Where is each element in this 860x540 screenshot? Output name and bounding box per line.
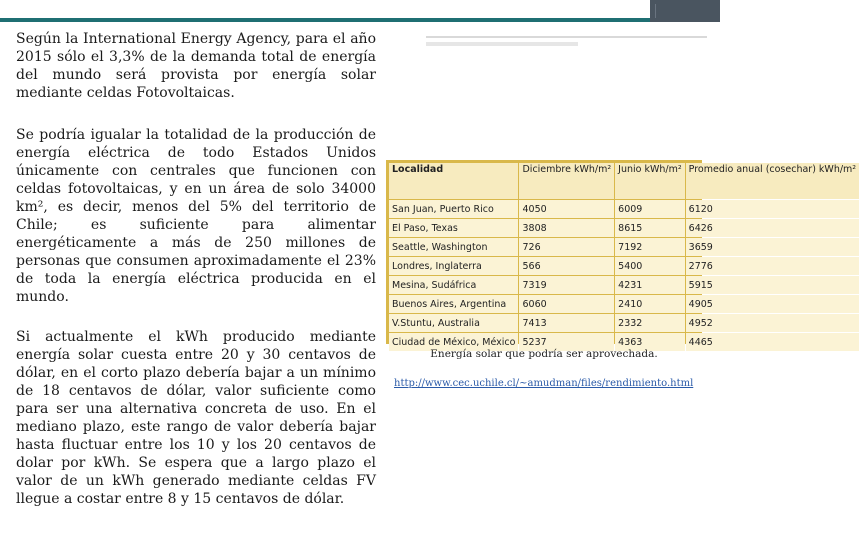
decorative-line [426, 42, 578, 46]
top-dark-divider [655, 4, 656, 18]
table-cell: El Paso, Texas [389, 219, 518, 237]
paragraph-kwh-cost: Si actualmente el kWh producido mediante energía solar cuesta entre 20 y 30 centavos de dólar, en el corto plazo debería bajar a un mínimo de 18 centavos de dólar, valor suficiente como para ser una alternativa concreta de uso. En el mediano plazo, este rango de valor debería bajar hasta fluctuar entre los 10 y los 20 centavos de dolar por kWh. Se espera que a largo plazo el valor de un kWh generado mediante celdas FV llegue a costar entre 8 y 15 centavos de dólar. [16, 329, 376, 507]
table-row [389, 200, 859, 218]
table-row [389, 295, 859, 313]
table-cell: 4050 [519, 200, 614, 218]
top-accent-band [0, 18, 650, 22]
table-cell: 5915 [686, 276, 859, 294]
table-cell: 7192 [615, 238, 685, 256]
body-text-column [16, 30, 376, 522]
table-row [389, 257, 859, 275]
table-cell: 7413 [519, 314, 614, 332]
table-cell: 6426 [686, 219, 859, 237]
table-cell: 6009 [615, 200, 685, 218]
table-cell: 4465 [686, 333, 859, 351]
table-cell: 8615 [615, 219, 685, 237]
table-cell: 6060 [519, 295, 614, 313]
table-cell: Londres, Inglaterra [389, 257, 518, 275]
table-cell: Seattle, Washington [389, 238, 518, 256]
table-cell: 3808 [519, 219, 614, 237]
top-dark-block [650, 0, 720, 22]
table-caption: Energía solar que podría ser aprovechada. [430, 348, 658, 360]
table-cell: 5400 [615, 257, 685, 275]
table-cell: 566 [519, 257, 614, 275]
solar-energy-table-frame [386, 160, 857, 348]
table-cell: 2332 [615, 314, 685, 332]
table-cell: 5237 [519, 333, 614, 351]
table-cell: San Juan, Puerto Rico [389, 200, 518, 218]
solar-energy-table [388, 162, 860, 352]
table-header-row [389, 163, 859, 199]
header-promedio-anual: Promedio anual (cosechar) kWh/m² [686, 163, 859, 199]
table-cell: 2410 [615, 295, 685, 313]
source-link[interactable]: http://www.cec.uchile.cl/~amudman/files/rendimiento.html [394, 378, 694, 389]
slide-top-bar [0, 0, 720, 22]
table-row [389, 219, 859, 237]
table-cell: 4231 [615, 276, 685, 294]
table-cell: 4905 [686, 295, 859, 313]
table-cell: 726 [519, 238, 614, 256]
table-cell: Ciudad de México, México [389, 333, 518, 351]
table-cell: Buenos Aires, Argentina [389, 295, 518, 313]
table-cell: 7319 [519, 276, 614, 294]
table-cell: 6120 [686, 200, 859, 218]
table-cell: 4952 [686, 314, 859, 332]
table-row [389, 276, 859, 294]
header-localidad: Localidad [389, 163, 518, 199]
table-cell: 3659 [686, 238, 859, 256]
paragraph-usa-comparison: Se podría igualar la totalidad de la producción de energía eléctrica de todo Estados Unidos únicamente con centrales que funcionen con celdas fotovoltaicas, y en un área de solo 34000 km², es decir, menos del 5% del territorio de Chile; es suficiente para alimentar energéticamente a más de 250 millones de personas que consumen aproximadamente el 23% de toda la energía eléctrica producida en el mundo. [16, 127, 376, 305]
header-diciembre: Diciembre kWh/m² [519, 163, 614, 199]
decorative-line [426, 36, 707, 38]
table-cell: Mesina, Sudáfrica [389, 276, 518, 294]
table-row [389, 314, 859, 332]
table-cell: 2776 [686, 257, 859, 275]
table-cell: 4363 [615, 333, 685, 351]
table-cell: V.Stuntu, Australia [389, 314, 518, 332]
paragraph-iea: Según la International Energy Agency, para el año 2015 sólo el 3,3% de la demanda total de energía del mundo será provista por energía solar mediante celdas Fotovoltaicas. [16, 31, 376, 101]
header-junio: Junio kWh/m² [615, 163, 685, 199]
table-row [389, 238, 859, 256]
